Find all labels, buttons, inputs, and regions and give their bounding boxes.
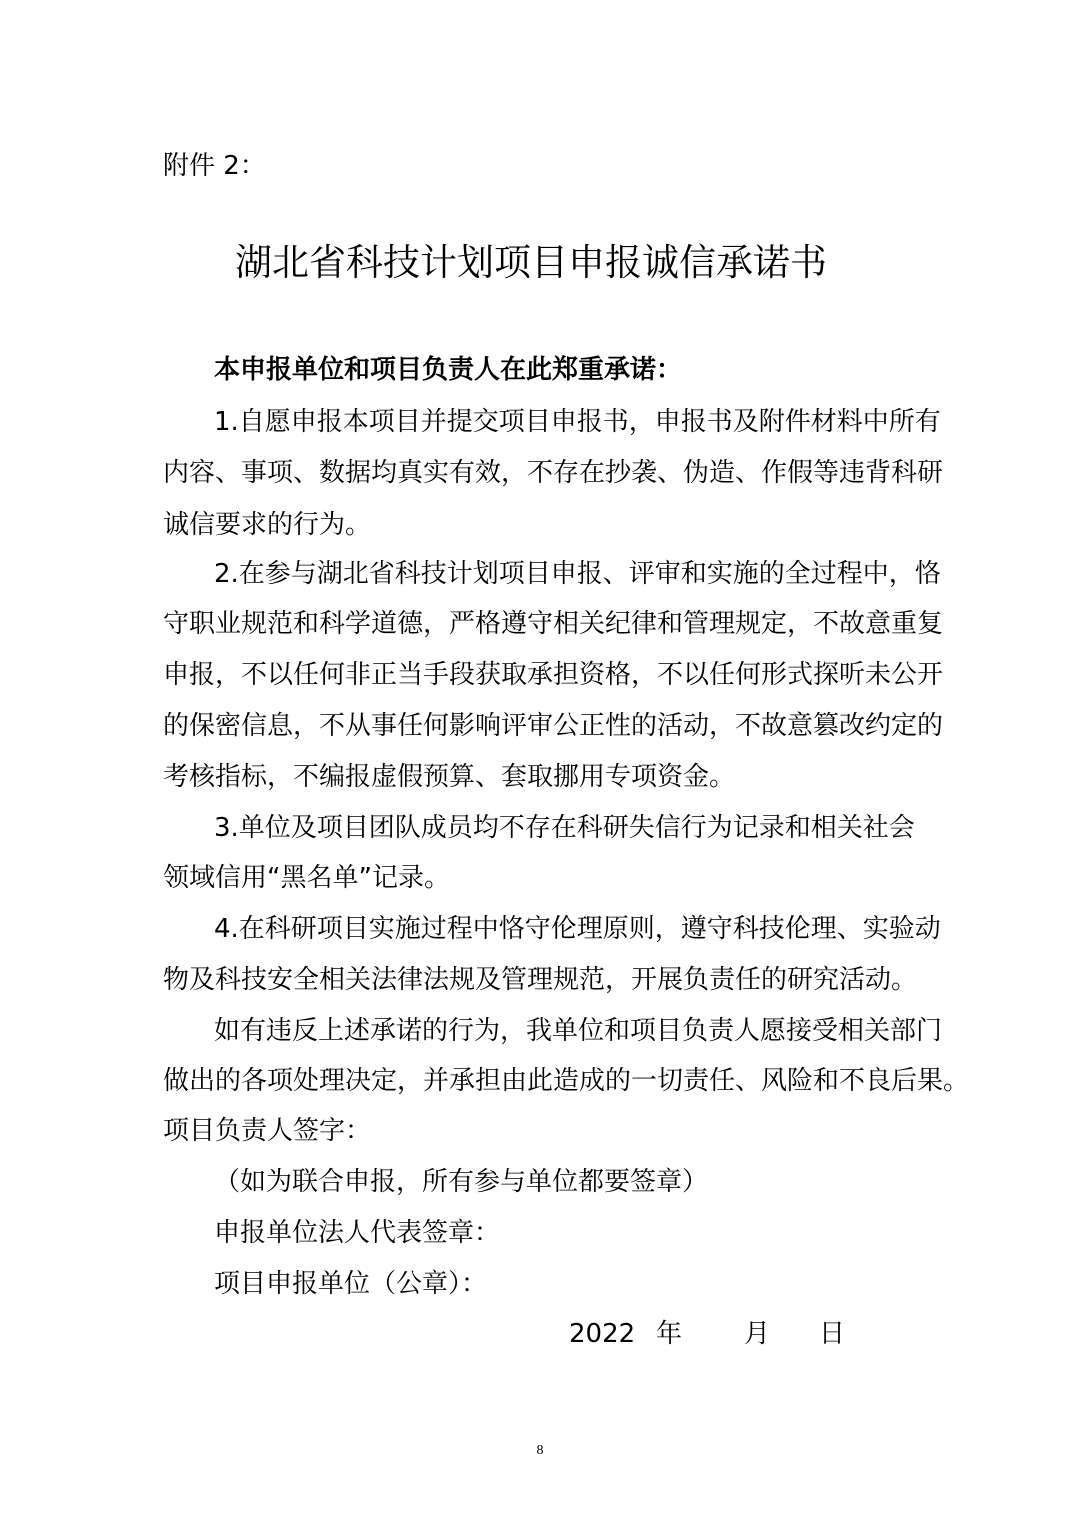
paragraph-1-line-3: 诚信要求的行为。 — [163, 510, 372, 540]
paragraph-2-line-3: 申报，不以任何非正当手段获取承担资格，不以任何形式探听未公开 — [163, 660, 944, 690]
paragraph-4-line-1: 4.在科研项目实施过程中恪守伦理原则，遵守科技伦理、实验动 — [214, 914, 941, 944]
unit-seal-label: 项目申报单位（公章）： — [214, 1269, 488, 1299]
paragraph-3-line-2: 领域信用“黑名单”记录。 — [163, 863, 450, 893]
paragraph-2-line-4: 的保密信息，不从事任何影响评审公正性的活动，不故意篡改约定的 — [163, 711, 944, 741]
legal-rep-signature-label: 申报单位法人代表签章： — [214, 1218, 501, 1248]
intro-statement: 本申报单位和项目负责人在此郑重承诺： — [214, 355, 683, 385]
date-month-label: 月 — [744, 1319, 771, 1349]
date-day-label: 日 — [819, 1319, 846, 1349]
paragraph-4-line-2: 物及科技安全相关法律法规及管理规范，开展负责任的研究活动。 — [163, 965, 918, 995]
joint-application-note: （如为联合申报，所有参与单位都要签章） — [214, 1167, 709, 1197]
leader-signature-label: 项目负责人签字： — [163, 1116, 372, 1146]
paragraph-2-line-5: 考核指标，不编报虚假预算、套取挪用专项资金。 — [163, 762, 736, 792]
paragraph-3-line-1: 3.单位及项目团队成员均不存在科研失信行为记录和相关社会 — [214, 813, 915, 843]
paragraph-1-line-2: 内容、事项、数据均真实有效，不存在抄袭、伪造、作假等违背科研 — [163, 458, 944, 488]
document-title: 湖北省科技计划项目申报诚信承诺书 — [235, 241, 827, 284]
paragraph-5-line-2: 做出的各项处理决定，并承担由此造成的一切责任、风险和不良后果。 — [163, 1066, 970, 1096]
page-number: 8 — [536, 1443, 544, 1458]
paragraph-2-line-2: 守职业规范和科学道德，严格遵守相关纪律和管理规定，不故意重复 — [163, 609, 944, 639]
date-year-label: 年 — [656, 1319, 683, 1349]
attachment-label: 附件 2： — [163, 151, 266, 181]
paragraph-1-line-1: 1.自愿申报本项目并提交项目申报书，申报书及附件材料中所有 — [214, 407, 941, 437]
paragraph-2-line-1: 2.在参与湖北省科技计划项目申报、评审和实施的全过程中，恪 — [214, 559, 941, 589]
date-year: 2022 — [569, 1319, 636, 1349]
paragraph-5-line-1: 如有违反上述承诺的行为，我单位和项目负责人愿接受相关部门 — [214, 1016, 943, 1046]
